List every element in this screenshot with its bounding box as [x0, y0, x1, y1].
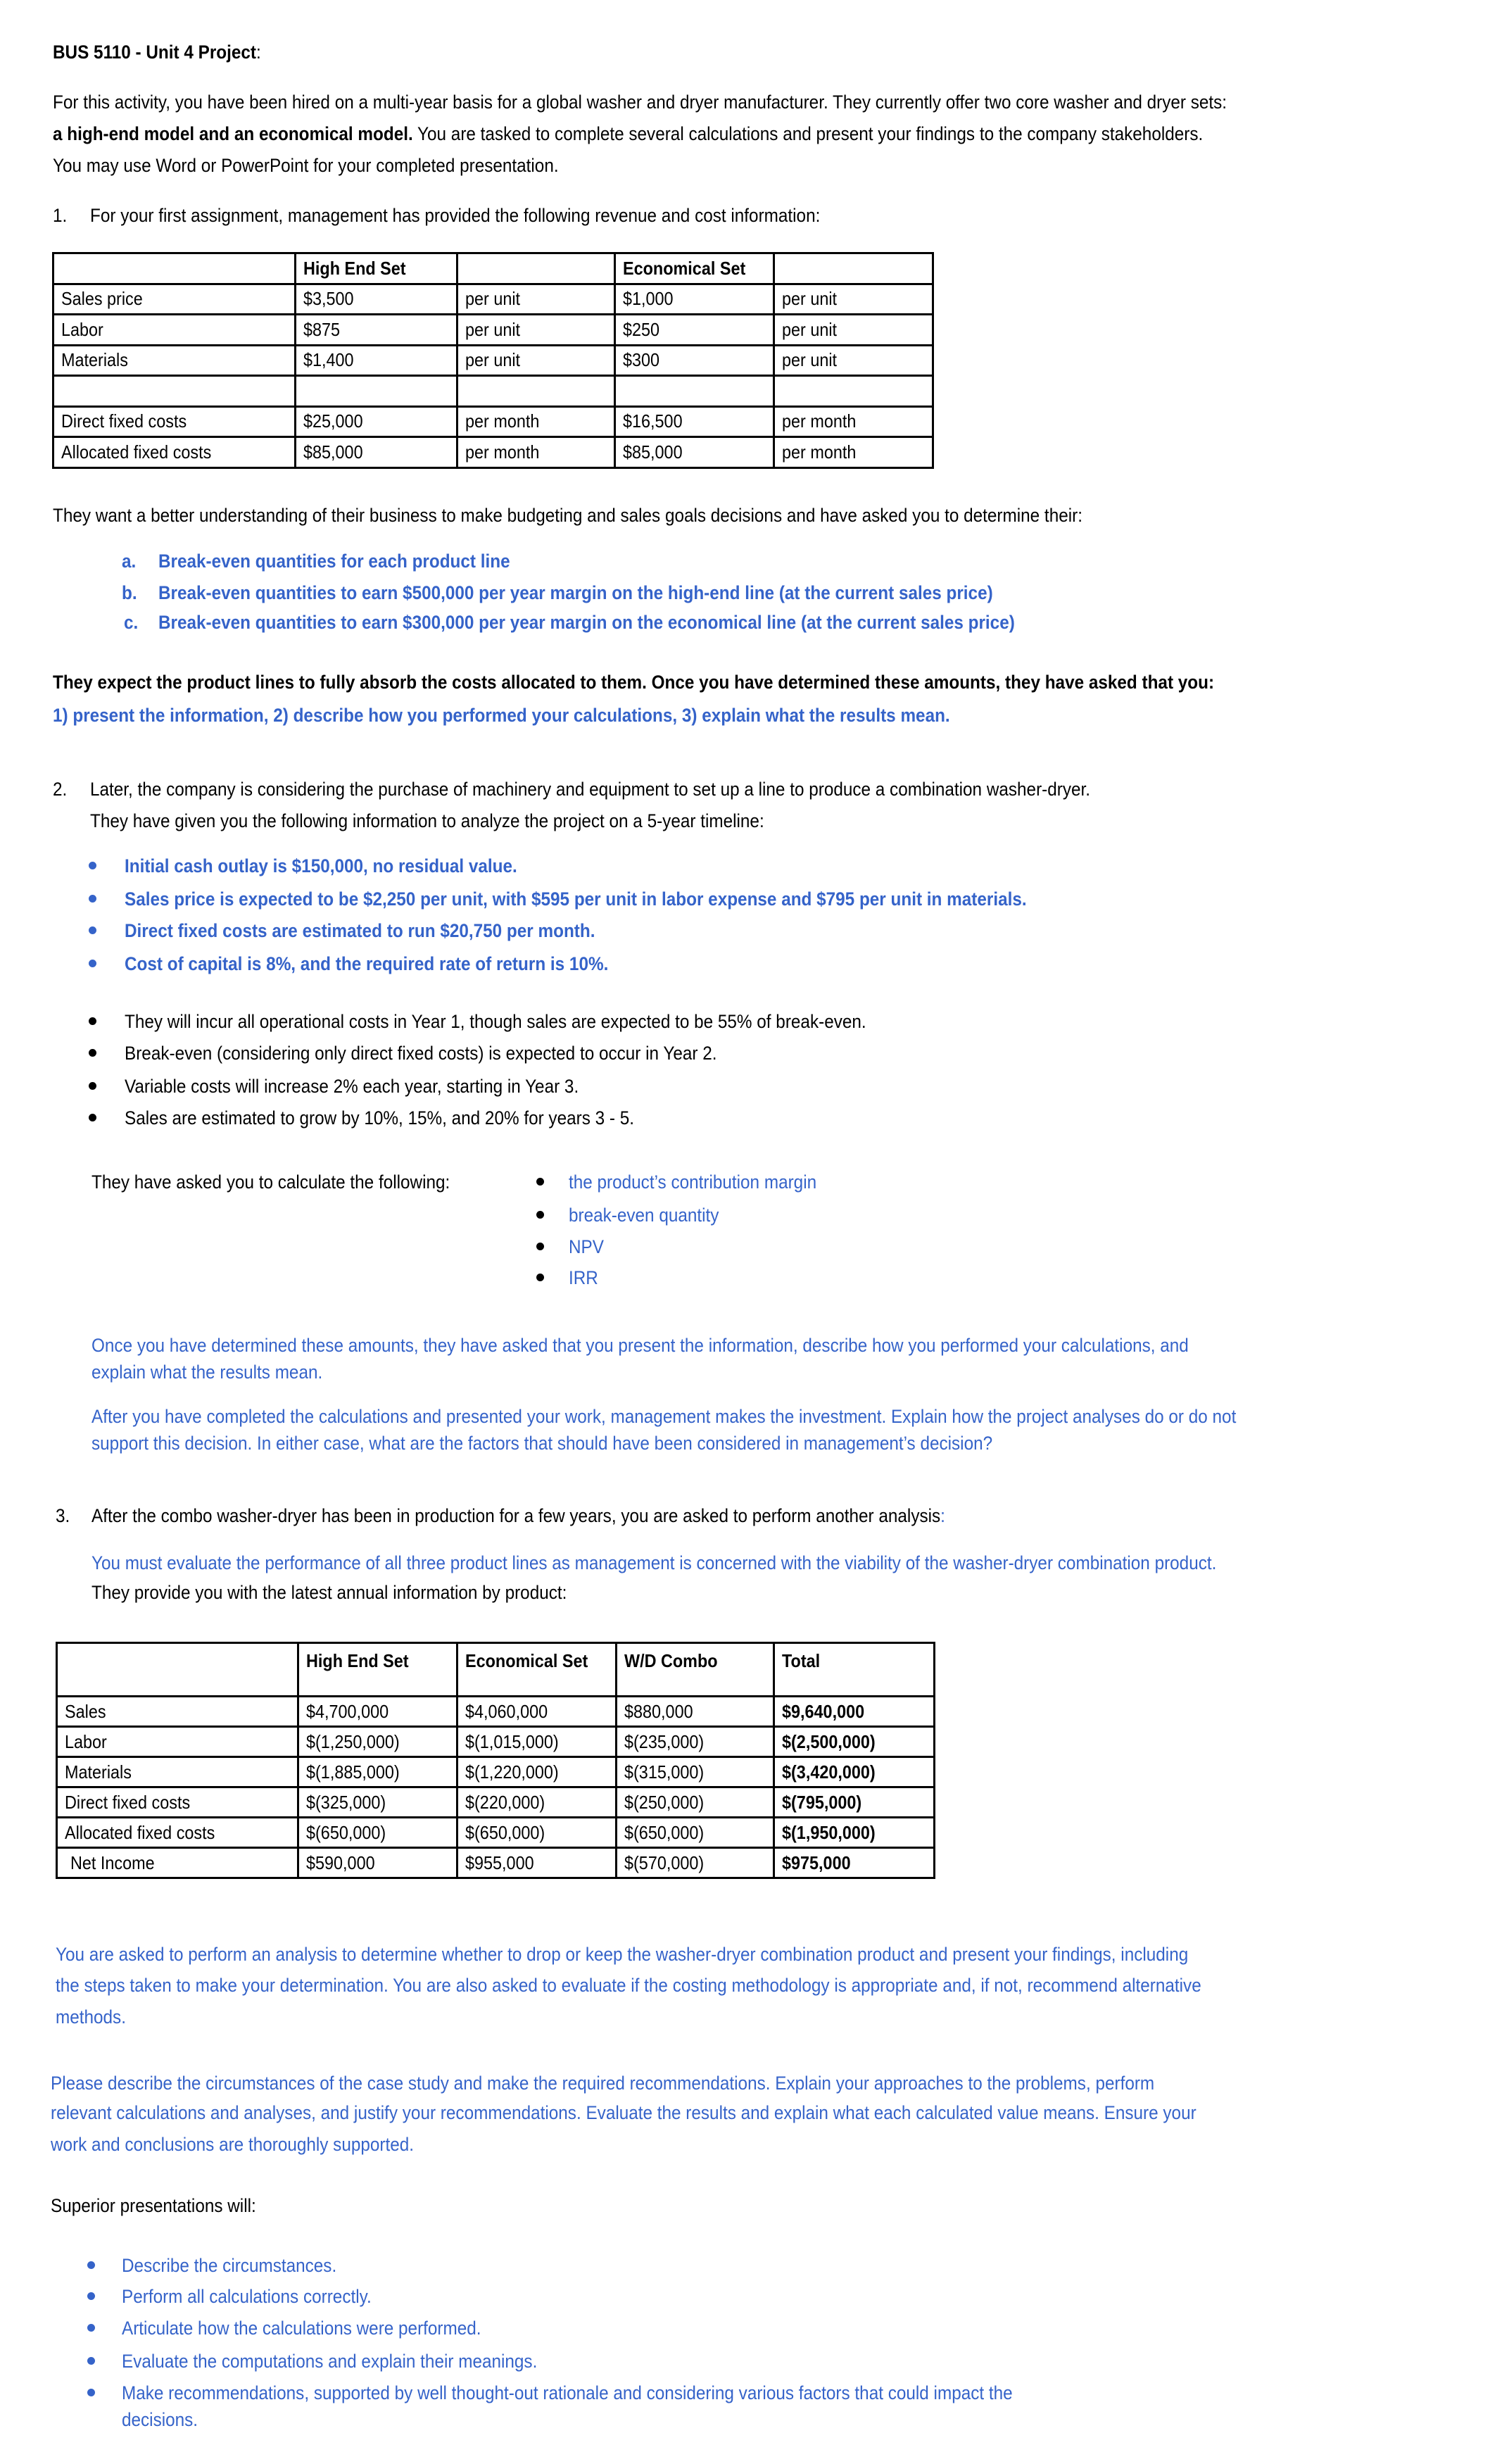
- table-cell: Sales: [57, 1697, 298, 1727]
- bullet-icon: [89, 960, 96, 967]
- calc-item: the product’s contribution margin: [569, 1171, 817, 1193]
- bullet-icon: [87, 2357, 95, 2365]
- revenue-cost-table: [52, 252, 934, 469]
- bullet-icon: [89, 895, 96, 903]
- bullet-icon: [89, 1049, 96, 1057]
- table-cell-total: $975,000: [774, 1848, 935, 1878]
- section-3-heading: After the combo washer-dryer has been in production for a few years, you are asked to perform another analysis:: [91, 1505, 945, 1526]
- section-3-number: 3.: [56, 1505, 70, 1526]
- please-line-1: Please describe the circumstances of the case study and make the required recommendations. Explain your approaches to the problems, perform: [51, 2073, 1155, 2094]
- table-cell: $(570,000): [617, 1848, 774, 1878]
- bullet-icon: [89, 1082, 96, 1090]
- calc-label: They have asked you to calculate the following:: [91, 1171, 450, 1193]
- table-cell: $1,400: [296, 345, 457, 376]
- table-row: [57, 1727, 935, 1757]
- superior-item: Evaluate the computations and explain their meanings.: [122, 2351, 538, 2372]
- section-1-intro: They want a better understanding of their business to make budgeting and sales goals decisions and have asked you to determine their:: [53, 505, 1082, 526]
- table-header-row: [57, 1643, 935, 1697]
- after-line-1: After you have completed the calculations and presented your work, management makes the investment. Explain how the project analyses do or do not: [91, 1406, 1237, 1427]
- table-row: [53, 345, 933, 376]
- table-row-empty: [53, 376, 933, 407]
- table-cell: per month: [774, 406, 933, 437]
- table-cell: [774, 376, 933, 407]
- table-cell-total: $(1,950,000): [774, 1818, 935, 1848]
- bullet-icon: [87, 2389, 95, 2396]
- item-marker-a: a.: [122, 551, 137, 572]
- table-cell: [53, 376, 296, 407]
- table-header-cell: [774, 253, 933, 284]
- table-cell-total: $(3,420,000): [774, 1757, 935, 1787]
- bullet-icon: [536, 1243, 544, 1250]
- table-header-cell: W/D Combo: [617, 1643, 774, 1697]
- table-cell: per month: [457, 406, 615, 437]
- project-fact: Initial cash outlay is $150,000, no residual value.: [125, 855, 517, 876]
- page-title: BUS 5110 - Unit 4 Project:: [53, 42, 261, 63]
- bullet-icon: [89, 1017, 96, 1025]
- table-cell: $4,060,000: [457, 1697, 617, 1727]
- bullet-icon: [87, 2261, 95, 2269]
- section-1-tasks: 1) present the information, 2) describe how you performed your calculations, 3) explain what the results mean.: [53, 705, 950, 726]
- table-cell: $(1,250,000): [298, 1727, 457, 1757]
- item-marker-c: c.: [124, 612, 139, 633]
- table-row: [57, 1818, 935, 1848]
- table-cell-total: $9,640,000: [774, 1697, 935, 1727]
- table-header-cell: [457, 253, 615, 284]
- table-row: [57, 1757, 935, 1787]
- section-1-expectation: They expect the product lines to fully absorb the costs allocated to them. Once you have determined these amounts, they have asked that you:: [53, 672, 1215, 693]
- table-cell: $300: [615, 345, 774, 376]
- table-cell: $955,000: [457, 1848, 617, 1878]
- superior-item: Articulate how the calculations were performed.: [122, 2318, 481, 2339]
- table-cell: $25,000: [296, 406, 457, 437]
- section-1-number: 1.: [53, 205, 68, 226]
- table-row: [53, 284, 933, 315]
- table-cell: Labor: [53, 315, 296, 346]
- table-row: [53, 406, 933, 437]
- analysis-line-2: the steps taken to make your determination. You are also asked to evaluate if the costing methodology is appropriate and, if not, recommend alternative: [56, 1975, 1201, 1996]
- intro-line-2: a high-end model and an economical model. You are tasked to complete several calculations and present your findings to the company stakeholders.: [53, 123, 1204, 144]
- table-cell: per unit: [457, 345, 615, 376]
- table-cell: $(1,015,000): [457, 1727, 617, 1757]
- table-cell: per unit: [457, 284, 615, 315]
- section-3-must: You must evaluate the performance of all three product lines as management is concerned with the viability of the washer-dryer combination product.: [91, 1552, 1217, 1573]
- table-cell: $(1,885,000): [298, 1757, 457, 1787]
- table-row: [57, 1787, 935, 1818]
- table-cell: $590,000: [298, 1848, 457, 1878]
- table-cell: $880,000: [617, 1697, 774, 1727]
- after-line-2: support this decision. In either case, what are the factors that should have been considered in management’s decision?: [91, 1433, 993, 1454]
- superior-item-continuation: decisions.: [122, 2409, 198, 2430]
- bullet-icon: [536, 1211, 544, 1219]
- section-1-heading: For your first assignment, management has provided the following revenue and cost information:: [90, 205, 821, 226]
- project-assumption: Sales are estimated to grow by 10%, 15%, and 20% for years 3 - 5.: [125, 1107, 634, 1129]
- table-cell: per unit: [457, 315, 615, 346]
- project-assumption: They will incur all operational costs in Year 1, though sales are expected to be 55% of break-even.: [125, 1011, 866, 1032]
- table-cell: per unit: [774, 284, 933, 315]
- table-header-cell: [57, 1643, 298, 1697]
- table-cell: [457, 376, 615, 407]
- table-cell: $250: [615, 315, 774, 346]
- project-fact: Direct fixed costs are estimated to run $20,750 per month.: [125, 920, 595, 941]
- superior-item: Describe the circumstances.: [122, 2255, 337, 2276]
- table-cell: Sales price: [53, 284, 296, 315]
- section-2-line-2: They have given you the following information to analyze the project on a 5-year timeline:: [90, 810, 764, 831]
- table-cell: $16,500: [615, 406, 774, 437]
- table-cell: Direct fixed costs: [57, 1787, 298, 1818]
- table-cell: Allocated fixed costs: [53, 437, 296, 468]
- calc-item: break-even quantity: [569, 1205, 719, 1226]
- superior-label: Superior presentations will:: [51, 2195, 256, 2216]
- intro-line-3: You may use Word or PowerPoint for your completed presentation.: [53, 155, 559, 176]
- analysis-line-1: You are asked to perform an analysis to determine whether to drop or keep the washer-dryer combination product and present your findings, including: [56, 1944, 1189, 1965]
- once-line-1: Once you have determined these amounts, they have asked that you present the information, describe how you performed your calculations, and: [91, 1335, 1189, 1356]
- item-text-b: Break-even quantities to earn $500,000 per year margin on the high-end line (at the current sales price): [158, 582, 993, 603]
- item-text-a: Break-even quantities for each product line: [158, 551, 510, 572]
- table-cell: per unit: [774, 345, 933, 376]
- table-cell: Allocated fixed costs: [57, 1818, 298, 1848]
- table-header-cell: Economical Set: [457, 1643, 617, 1697]
- table-cell: $(650,000): [617, 1818, 774, 1848]
- table-cell: $(650,000): [457, 1818, 617, 1848]
- section-3-provide: They provide you with the latest annual information by product:: [91, 1582, 567, 1603]
- calc-item: NPV: [569, 1236, 604, 1257]
- project-assumption: Variable costs will increase 2% each year, starting in Year 3.: [125, 1076, 579, 1097]
- table-cell: $(325,000): [298, 1787, 457, 1818]
- table-header-row: [53, 253, 933, 284]
- analysis-line-3: methods.: [56, 2006, 126, 2028]
- table-row: [53, 315, 933, 346]
- table-cell: Labor: [57, 1727, 298, 1757]
- table-cell: Net Income: [57, 1848, 298, 1878]
- bullet-icon: [89, 862, 96, 869]
- table-cell: $(650,000): [298, 1818, 457, 1848]
- table-header-cell: Total: [774, 1643, 935, 1697]
- section-2-line-1: Later, the company is considering the purchase of machinery and equipment to set up a line to produce a combination washer-dryer.: [90, 779, 1091, 800]
- table-cell: per month: [457, 437, 615, 468]
- table-cell: Materials: [53, 345, 296, 376]
- table-cell-total: $(795,000): [774, 1787, 935, 1818]
- please-line-3: work and conclusions are thoroughly supported.: [51, 2134, 415, 2155]
- table-cell: $(220,000): [457, 1787, 617, 1818]
- table-cell-total: $(2,500,000): [774, 1727, 935, 1757]
- project-assumption: Break-even (considering only direct fixed costs) is expected to occur in Year 2.: [125, 1043, 717, 1064]
- table-cell: [615, 376, 774, 407]
- table-cell: $85,000: [296, 437, 457, 468]
- once-line-2: explain what the results mean.: [91, 1362, 323, 1383]
- table-cell: $(250,000): [617, 1787, 774, 1818]
- table-cell: per month: [774, 437, 933, 468]
- bullet-icon: [536, 1274, 544, 1281]
- project-fact: Sales price is expected to be $2,250 per unit, with $595 per unit in labor expense and $795 per unit in materials.: [125, 888, 1027, 910]
- table-row: [53, 437, 933, 468]
- table-row: [57, 1697, 935, 1727]
- bullet-icon: [536, 1178, 544, 1186]
- calc-item: IRR: [569, 1267, 598, 1288]
- table-cell: $4,700,000: [298, 1697, 457, 1727]
- table-cell: $3,500: [296, 284, 457, 315]
- bullet-icon: [89, 926, 96, 934]
- table-cell: per unit: [774, 315, 933, 346]
- table-cell: $(315,000): [617, 1757, 774, 1787]
- table-row-net-income: [57, 1848, 935, 1878]
- table-cell: $85,000: [615, 437, 774, 468]
- table-cell: $(235,000): [617, 1727, 774, 1757]
- table-cell: $(1,220,000): [457, 1757, 617, 1787]
- table-cell: $875: [296, 315, 457, 346]
- table-cell: Materials: [57, 1757, 298, 1787]
- please-line-2: relevant calculations and analyses, and justify your recommendations. Evaluate the results and explain what each calculated value means. Ensure your: [51, 2102, 1197, 2123]
- table-header-cell: Economical Set: [615, 253, 774, 284]
- section-2-number: 2.: [53, 779, 68, 800]
- item-marker-b: b.: [122, 582, 137, 603]
- project-fact: Cost of capital is 8%, and the required rate of return is 10%.: [125, 953, 609, 974]
- bullet-icon: [87, 2292, 95, 2300]
- table-cell: Direct fixed costs: [53, 406, 296, 437]
- intro-line-1: For this activity, you have been hired on a multi-year basis for a global washer and dryer manufacturer. They currently offer two core washer and dryer sets:: [53, 92, 1227, 113]
- product-income-table: [56, 1642, 935, 1879]
- table-cell: $1,000: [615, 284, 774, 315]
- superior-item: Perform all calculations correctly.: [122, 2286, 372, 2307]
- table-cell: [296, 376, 457, 407]
- bullet-icon: [89, 1114, 96, 1121]
- table-header-cell: [53, 253, 296, 284]
- bullet-icon: [87, 2324, 95, 2332]
- item-text-c: Break-even quantities to earn $300,000 per year margin on the economical line (at the current sales price): [158, 612, 1015, 633]
- superior-item: Make recommendations, supported by well thought-out rationale and considering various factors that could impact the: [122, 2382, 1013, 2403]
- table-header-cell: High End Set: [296, 253, 457, 284]
- table-header-cell: High End Set: [298, 1643, 457, 1697]
